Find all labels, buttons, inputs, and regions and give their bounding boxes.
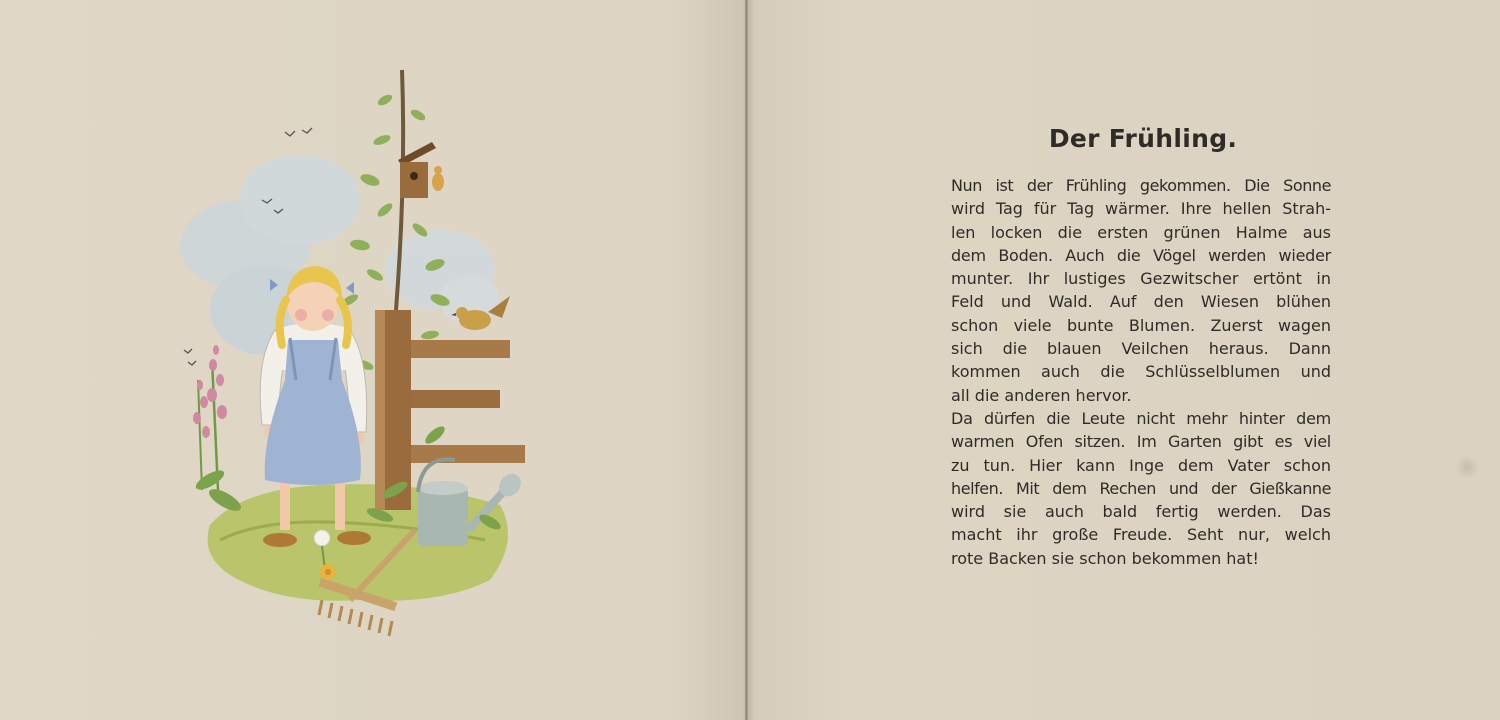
text-line: zu tun. Hier kann Inge dem Vater schon xyxy=(951,455,1331,475)
text-line: wird sie auch bald fertig werden. Das xyxy=(951,502,1331,522)
text-line: len locken die ersten grünen Halme aus xyxy=(951,222,1331,242)
page-smudge xyxy=(1455,455,1479,479)
text-line: warmen Ofen sitzen. Im Garten gibt es viel xyxy=(951,432,1331,452)
text-line: wird Tag für Tag wärmer. Ihre hellen Strah- xyxy=(951,199,1331,219)
text-line: rote Backen sie schon bekommen hat! xyxy=(951,548,1259,568)
text-line: munter. Ihr lustiges Gezwitscher ertönt in xyxy=(951,269,1331,289)
text-line: sich die blauen Veilchen heraus. Dann xyxy=(951,339,1331,359)
text-line: dem Boden. Auch die Vögel werden wieder xyxy=(951,245,1331,265)
left-page xyxy=(0,0,746,720)
text-line: all die anderen hervor. xyxy=(951,385,1132,405)
bird-icon xyxy=(432,166,444,191)
text-line: Da dürfen die Leute nicht mehr hinter dem xyxy=(951,408,1331,428)
text-line: macht ihr große Freude. Seht nur, welch xyxy=(951,525,1331,545)
story-title: Der Frühling. xyxy=(1048,124,1238,153)
text-line: Nun ist der Frühling gekommen. Die Sonne xyxy=(951,176,1331,195)
story-text xyxy=(951,174,1331,570)
book-gutter xyxy=(745,0,748,720)
text-line: schon viele bunte Blumen. Zuerst wagen xyxy=(951,315,1331,335)
text-line: kommen auch die Schlüsselblumen und xyxy=(951,362,1331,382)
text-line: helfen. Mit dem Rechen und der Gießkanne xyxy=(951,478,1331,498)
foxglove-flower-icon xyxy=(193,345,244,515)
cloud-icon xyxy=(180,155,500,355)
text-line: Feld und Wald. Auf den Wiesen blühen xyxy=(951,292,1331,312)
spring-illustration xyxy=(170,60,540,645)
